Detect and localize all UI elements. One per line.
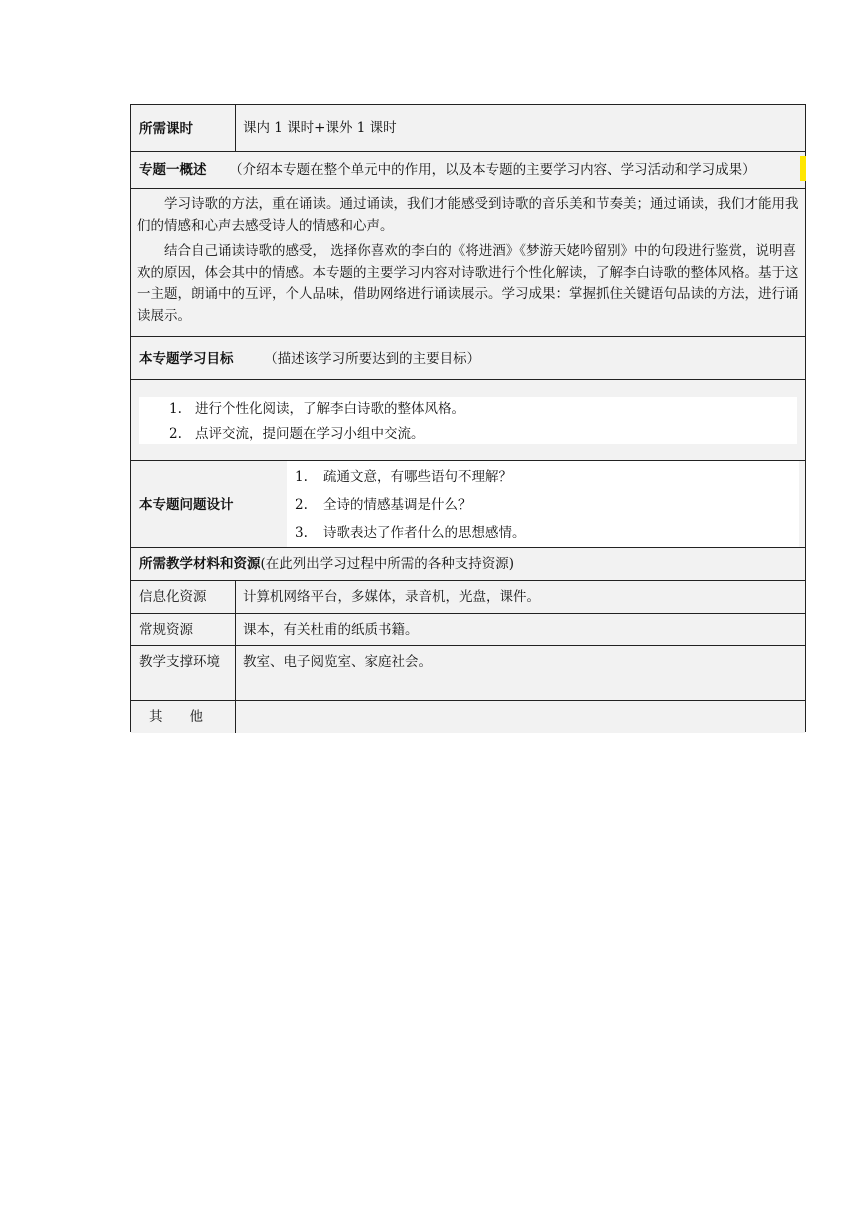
resource-value: 计算机网络平台，多媒体，录音机，光盘，课件。 [243, 589, 540, 605]
resource-label: 其 他 [149, 709, 203, 725]
highlight-marker [800, 156, 806, 181]
overview-paragraph-2: 结合自己诵读诗歌的感受， 选择你喜欢的李白的《将进酒》《梦游天姥吟留别》中的句段进行鉴赏，说明喜欢的原因，体会其中的情感。本专题的主要学习内容对诗歌进行个性化解读，了解李白诗歌的整体风格。基于这一主题，朗诵中的互评，个人品味，借助网络进行诵读展示。学习成果：掌握抓住关键语句品读的方法，进行诵读展示。 [137, 243, 799, 324]
goals-label: 本专题学习目标 [139, 351, 234, 367]
resources-header-row [131, 548, 805, 581]
questions-list [287, 461, 799, 547]
resource-label: 信息化资源 [139, 589, 207, 605]
questions-label: 本专题问题设计 [139, 497, 234, 513]
overview-note: （介绍本专题在整个单元中的作用，以及本专题的主要学习内容、学习活动和学习成果） [229, 162, 756, 178]
goals-note: （描述该学习所要达到的主要目标） [264, 351, 481, 367]
resources-label: 所需教学材料和资源 [139, 556, 261, 572]
resource-label: 教学支撑环境 [139, 654, 220, 670]
overview-header-row [131, 152, 805, 189]
table-row [131, 701, 805, 733]
overview-paragraph-1: 学习诗歌的方法，重在诵读。通过诵读，我们才能感受到诗歌的音乐美和节奏美；通过诵读，我们才能用我们的情感和心声去感受诗人的情感和心声。 [137, 196, 799, 234]
lesson-plan-table [130, 104, 806, 732]
duration-label: 所需课时 [139, 121, 193, 137]
resource-label: 常规资源 [139, 622, 193, 638]
list-item: 3. 诗歌表达了作者什么的思想感情。 [295, 525, 526, 541]
duration-row [131, 105, 805, 152]
overview-label: 专题一概述 [139, 162, 207, 178]
duration-value: 课内 1 课时+课外 1 课时 [243, 120, 397, 136]
resource-value: 课本，有关杜甫的纸质书籍。 [243, 622, 419, 638]
resources-note: (在此列出学习过程中所需的各种支持资源) [260, 556, 515, 572]
table-row [131, 614, 805, 646]
resource-value: 教室、电子阅览室、家庭社会。 [243, 654, 432, 670]
overview-body-row [131, 189, 805, 337]
questions-row [131, 461, 805, 548]
goals-header-row [131, 337, 805, 380]
list-item: 2. 点评交流，提问题在学习小组中交流。 [169, 426, 425, 442]
table-row [131, 581, 805, 614]
list-item: 1. 疏通文意，有哪些语句不理解？ [295, 469, 512, 485]
goals-list [139, 397, 797, 444]
table-row [131, 646, 805, 701]
goals-body-row [131, 380, 805, 461]
list-item: 1. 进行个性化阅读，了解李白诗歌的整体风格。 [169, 401, 465, 417]
list-item: 2. 全诗的情感基调是什么？ [295, 497, 472, 513]
